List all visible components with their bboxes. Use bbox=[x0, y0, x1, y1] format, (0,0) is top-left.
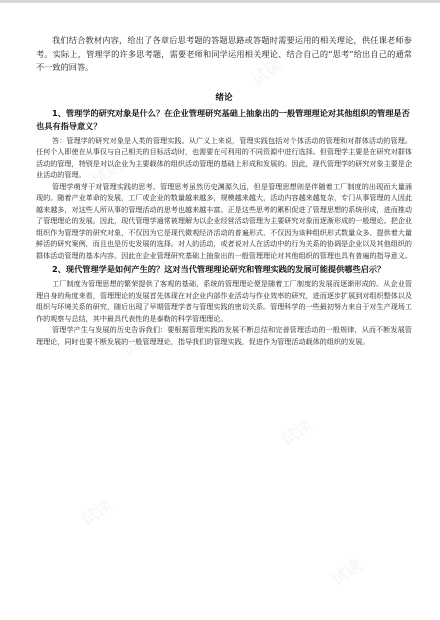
watermark: 试读 bbox=[248, 55, 286, 90]
intro-paragraph: 我们结合教材内容，给出了各章后思考题的答题思路或答题时需要运用的相关理论，供任课老师参考。实际上，管理学的许多思考题，需要老师和同学运用相关理论、结合自己的“思考”给出自己的通常不一致的回答。 bbox=[36, 35, 412, 72]
section-title: 绪论 bbox=[215, 92, 233, 103]
document-content bbox=[36, 34, 412, 347]
page-top-border bbox=[0, 0, 440, 3]
question-2-title: 2、现代管理学是如何产生的？这对当代管理理论研究和管理实践的发展可能提供哪些启示？ bbox=[52, 264, 386, 274]
watermark: 试读 bbox=[88, 155, 126, 190]
watermark: 试读 bbox=[118, 325, 156, 360]
watermark: 试读 bbox=[78, 495, 116, 530]
question-1-answer-paragraph: 管理学萌芽于对管理实践的思考。管理思考虽然历史渊源久远，但是管理思想则是伴随着工厂制度的出现而大量涌现的。随着产业革命的发展，工厂或企业的数量越来越多，规模越来越大，活动内容越来越复杂，专门从事管理的人因此越来越多，对这些人所从事的管理活动的思考也越来越丰富。正是这些思考的累积促进了管理思想的系统形成，进而推动了管理理论的发展。因此，现代管理学通常被理解为以企业经营活动管理为主要研究对象而逐渐形成的一般理论。把企业组织作为管理学的研究对象，不仅因为它是现代微观经济活动的普遍形式，不仅因为该种组织形式数量众多、提供着大量鲜活的研究案例，而且也是历史发展的选择。对人的活动，或者说对人在活动中的行为关系的协调是企业以及其他组织的群体活动管理的基本内容。因此在企业管理研究基础上抽象出的一般管理理论对其他组织的管理也具有普遍的指导意义。 bbox=[36, 181, 412, 260]
watermark: 试读 bbox=[278, 415, 316, 450]
question-1-answer-paragraph: 答：管理学的研究对象是人类的管理实践。从广义上来说，管理实践包括对个体活动的管理和对群体活动的管理。任何个人即使在从事仅与自己相关的目标活动时，也需要在可利用的不同资源中进行选择。但管理学主要是在研究对群体活动的管理，特别是对以企业为主要载体的组织活动管理的基础上形成和发展的。因此，现代管理学的研究对象主要是企业活动的管理。 bbox=[36, 135, 412, 179]
question-2-answer-paragraph: 工厂制度为管理思想的繁荣提供了客观的基础，系统的管理理论便是随着工厂制度的发展而逐渐形成的。从企业管理自身的角度来看，管理理论的发展首先体现在对企业内部作业活动与作业效率的研究，进而逐步扩展到对组织整体以及组织与环境关系的研究，随后出现了早期管理学者与管理实践的密切关系。管理科学的一些最初努力来自于对生产现场工作的观察与总结，其中最具代表性的是泰勒的科学管理理论。 bbox=[36, 279, 412, 323]
question-2-answer-paragraph: 管理学产生与发展的历史告诉我们：要根据管理实践的发展不断总结和完善管理活动的一般规律，从而不断发展管理理论，同时也要不断发展的一般管理理论，指导我们的管理实践，促进作为管理活动载体的组织的发展。 bbox=[36, 325, 412, 346]
watermark: 试读 bbox=[298, 235, 336, 270]
question-1-title: 1、管理学的研究对象是什么？在企业管理研究基础上抽象出的一般管理理论对其他组织的管理是否也具有指导意义？ bbox=[36, 107, 410, 131]
watermark: 试读 bbox=[328, 555, 366, 590]
